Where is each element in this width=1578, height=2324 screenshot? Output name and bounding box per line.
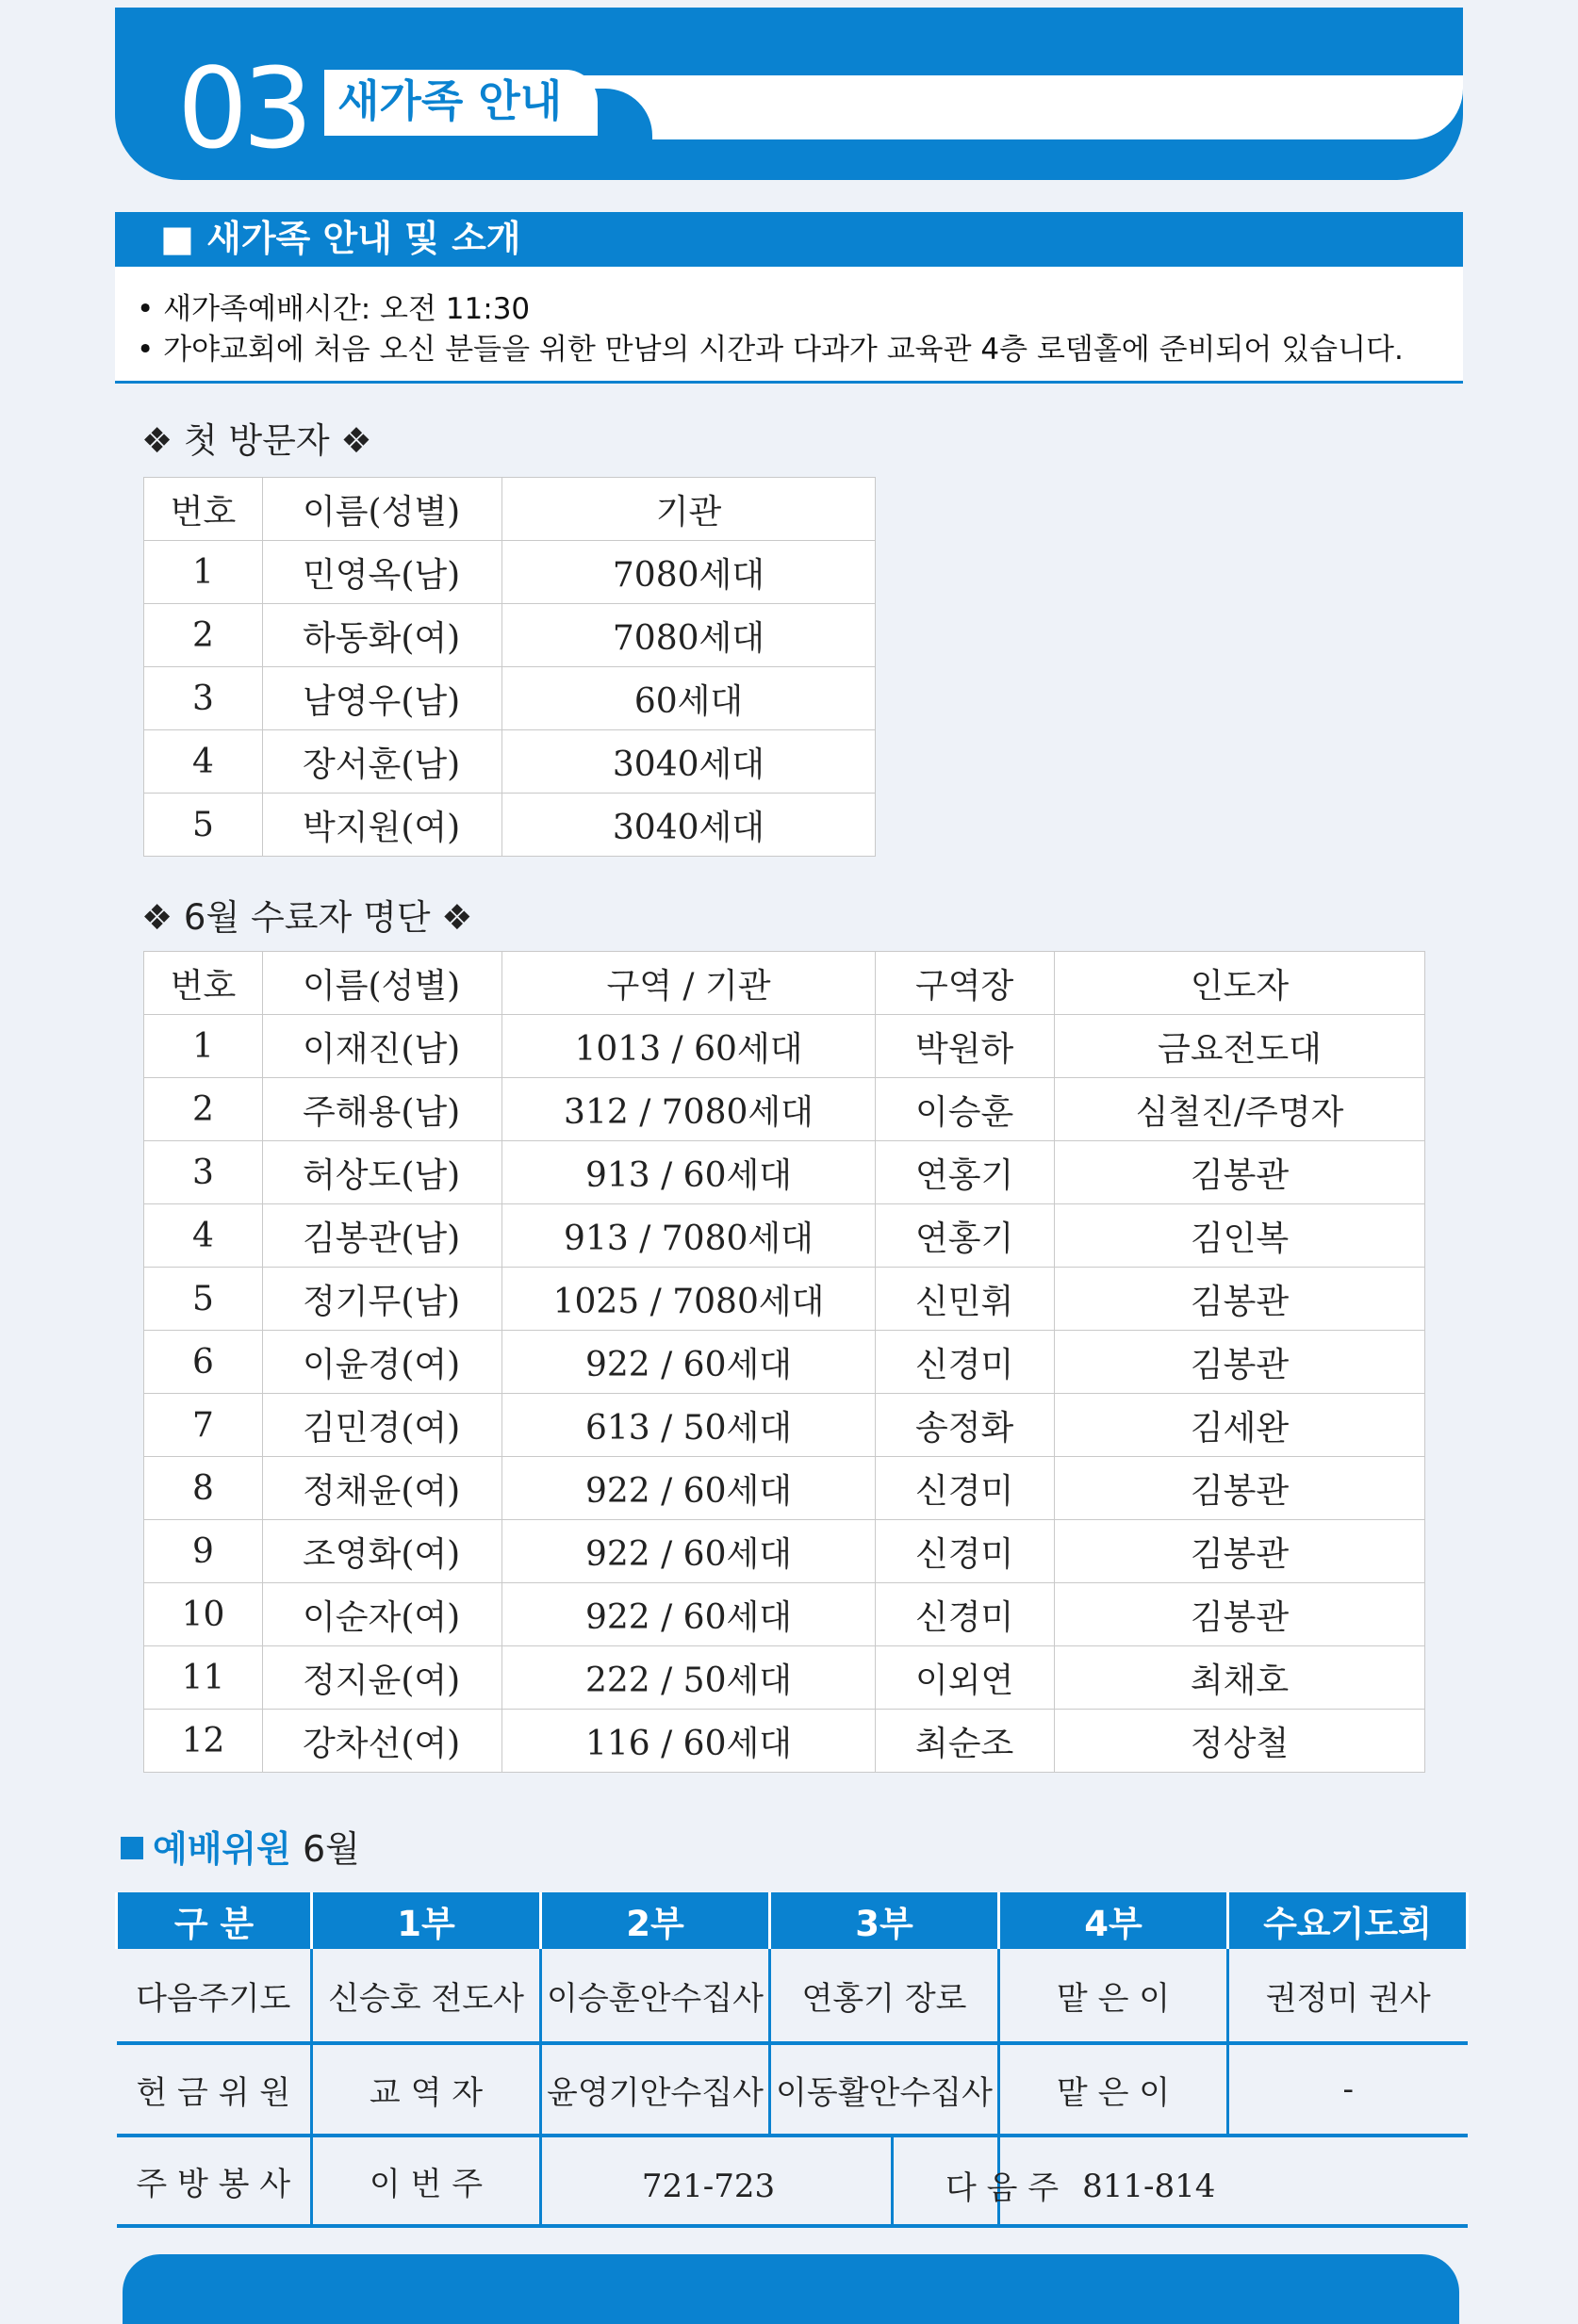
worship-cell: 신승호 전도사 — [312, 1949, 541, 2043]
worship-row-label: 다음주기도 — [117, 1949, 312, 2043]
table-row — [144, 1394, 1425, 1457]
worship-cell: - — [1228, 2043, 1468, 2136]
intro-line-time: • 새가족예배시간: 오전 11:30 — [137, 292, 531, 326]
kitchen-divider — [891, 2137, 894, 2224]
kitchen-next-week-label: 다 음 주 — [945, 2169, 1060, 2207]
table-row — [144, 1520, 1425, 1583]
table-cell: 신경미 — [876, 1331, 1055, 1394]
table-cell: 3 — [144, 667, 263, 730]
table-cell: 4 — [144, 730, 263, 794]
section-number: 03 — [177, 43, 308, 173]
worship-cell: 맡 은 이 — [999, 1949, 1228, 2043]
table-cell: 922 / 60세대 — [502, 1457, 876, 1520]
worship-cell: 권정미 권사 — [1228, 1949, 1468, 2043]
table-row — [144, 541, 876, 604]
table-cell: 이순자(여) — [263, 1583, 502, 1646]
table-cell: 박원하 — [876, 1015, 1055, 1078]
table-row — [144, 794, 876, 857]
graduates-header-row — [144, 952, 1425, 1015]
table-cell: 김봉관 — [1055, 1268, 1425, 1331]
table-cell: 7080세대 — [502, 604, 876, 667]
table-cell: 6 — [144, 1331, 263, 1394]
table-cell: 신경미 — [876, 1457, 1055, 1520]
kitchen-next-week-text: 811-814 — [1082, 2168, 1216, 2205]
worship-table — [115, 1892, 1469, 2228]
worship-cell: 윤영기안수집사 — [541, 2043, 770, 2136]
table-cell: 김봉관 — [1055, 1457, 1425, 1520]
table-cell: 최채호 — [1055, 1646, 1425, 1710]
table-cell: 913 / 7080세대 — [502, 1204, 876, 1268]
table-cell: 7080세대 — [502, 541, 876, 604]
kitchen-next-week-value — [999, 2136, 1468, 2226]
first_visitors-header-cell: 기관 — [502, 478, 876, 541]
table-cell: 정지윤(여) — [263, 1646, 502, 1710]
table-cell: 1013 / 60세대 — [502, 1015, 876, 1078]
table-row — [144, 1204, 1425, 1268]
table-row — [144, 1710, 1425, 1773]
table-cell: 이윤경(여) — [263, 1331, 502, 1394]
worship-col-division: 구 분 — [117, 1892, 312, 1949]
table-cell: 3 — [144, 1141, 263, 1204]
table-cell: 913 / 60세대 — [502, 1141, 876, 1204]
first_visitors-header-row — [144, 478, 876, 541]
worship-title: 예배위원 — [153, 1828, 291, 1870]
table-cell: 12 — [144, 1710, 263, 1773]
table-cell: 정채윤(여) — [263, 1457, 502, 1520]
table-cell: 이재진(남) — [263, 1015, 502, 1078]
worship-cell: 연홍기 장로 — [770, 1949, 999, 2043]
table-cell: 김세완 — [1055, 1394, 1425, 1457]
table-cell: 1025 / 7080세대 — [502, 1268, 876, 1331]
table-row — [144, 730, 876, 794]
graduates-header-cell: 구역장 — [876, 952, 1055, 1015]
first-visitors-heading: ❖ 첫 방문자 ❖ — [141, 420, 372, 461]
kitchen-label: 주 방 봉 사 — [117, 2136, 312, 2226]
table-cell: 김민경(여) — [263, 1394, 502, 1457]
table-cell: 922 / 60세대 — [502, 1331, 876, 1394]
table-cell: 5 — [144, 1268, 263, 1331]
table-cell: 김봉관 — [1055, 1520, 1425, 1583]
table-row — [144, 1457, 1425, 1520]
table-cell: 3040세대 — [502, 794, 876, 857]
table-cell: 신경미 — [876, 1583, 1055, 1646]
table-cell: 김봉관 — [1055, 1583, 1425, 1646]
worship-col-service1: 1부 — [312, 1892, 541, 1949]
table-row — [144, 1078, 1425, 1141]
table-row — [144, 667, 876, 730]
graduates-header-cell: 이름(성별) — [263, 952, 502, 1015]
table-cell: 허상도(남) — [263, 1141, 502, 1204]
table-cell: 116 / 60세대 — [502, 1710, 876, 1773]
footer-bar — [123, 2254, 1459, 2324]
worship-month: 6월 — [302, 1828, 360, 1870]
table-cell: 613 / 50세대 — [502, 1394, 876, 1457]
worship-row-label: 헌 금 위 원 — [117, 2043, 312, 2136]
worship-col-service2: 2부 — [541, 1892, 770, 1949]
kitchen-this-week-value — [541, 2136, 1060, 2226]
table-cell: 김봉관 — [1055, 1141, 1425, 1204]
square-bullet-icon — [121, 1837, 143, 1859]
table-cell: 5 — [144, 794, 263, 857]
table-row — [144, 1268, 1425, 1331]
table-row — [144, 604, 876, 667]
table-cell: 연홍기 — [876, 1204, 1055, 1268]
table-cell: 최순조 — [876, 1710, 1055, 1773]
table-cell: 9 — [144, 1520, 263, 1583]
graduates-header-cell: 번호 — [144, 952, 263, 1015]
table-cell: 심철진/주명자 — [1055, 1078, 1425, 1141]
worship-col-wednesday: 수요기도회 — [1228, 1892, 1468, 1949]
section-title: 새가족 안내 — [337, 75, 563, 126]
table-cell: 이승훈 — [876, 1078, 1055, 1141]
worship-cell: 이승훈안수집사 — [541, 1949, 770, 2043]
table-cell: 김봉관(남) — [263, 1204, 502, 1268]
kitchen-this-week-label: 이 번 주 — [312, 2136, 541, 2226]
table-cell: 연홍기 — [876, 1141, 1055, 1204]
worship-heading — [121, 1828, 360, 1872]
graduates-header-cell: 인도자 — [1055, 952, 1425, 1015]
table-cell: 2 — [144, 1078, 263, 1141]
banner-stripe-wide — [596, 89, 1463, 139]
table-cell: 312 / 7080세대 — [502, 1078, 876, 1141]
table-cell: 장서훈(남) — [263, 730, 502, 794]
worship-cell: 교 역 자 — [312, 2043, 541, 2136]
table-cell: 김봉관 — [1055, 1331, 1425, 1394]
intro-title: ■ 새가족 안내 및 소개 — [160, 218, 521, 259]
table-cell: 정상철 — [1055, 1710, 1425, 1773]
worship-cell: 맡 은 이 — [999, 2043, 1228, 2136]
table-cell: 이외연 — [876, 1646, 1055, 1710]
table-cell: 8 — [144, 1457, 263, 1520]
table-cell: 신민휘 — [876, 1268, 1055, 1331]
table-cell: 2 — [144, 604, 263, 667]
first-visitors-table — [143, 477, 876, 857]
table-cell: 신경미 — [876, 1520, 1055, 1583]
table-cell: 7 — [144, 1394, 263, 1457]
table-cell: 송정화 — [876, 1394, 1055, 1457]
first_visitors-header-cell: 번호 — [144, 478, 263, 541]
intro-line-welcome: • 가야교회에 처음 오신 분들을 위한 만남의 시간과 다과가 교육관 4층 로뎀홀에 준비되어 있습니다. — [137, 333, 1404, 367]
table-cell: 주해용(남) — [263, 1078, 502, 1141]
table-cell: 정기무(남) — [263, 1268, 502, 1331]
table-cell: 4 — [144, 1204, 263, 1268]
table-row — [144, 1583, 1425, 1646]
kitchen-this-week-text: 721-723 — [641, 2168, 776, 2205]
worship-col-service4: 4부 — [999, 1892, 1228, 1949]
table-cell: 11 — [144, 1646, 263, 1710]
table-cell: 금요전도대 — [1055, 1015, 1425, 1078]
table-cell: 민영옥(남) — [263, 541, 502, 604]
table-cell: 3040세대 — [502, 730, 876, 794]
table-cell: 남영우(남) — [263, 667, 502, 730]
table-cell: 60세대 — [502, 667, 876, 730]
graduates-table — [143, 951, 1425, 1773]
worship-col-service3: 3부 — [770, 1892, 999, 1949]
table-row — [144, 1141, 1425, 1204]
table-cell: 1 — [144, 541, 263, 604]
worship-cell: 이동활안수집사 — [770, 2043, 999, 2136]
table-cell: 김인복 — [1055, 1204, 1425, 1268]
graduates-header-cell: 구역 / 기관 — [502, 952, 876, 1015]
table-cell: 922 / 60세대 — [502, 1520, 876, 1583]
table-row — [144, 1015, 1425, 1078]
first_visitors-header-cell: 이름(성별) — [263, 478, 502, 541]
table-row — [144, 1646, 1425, 1710]
table-cell: 조영화(여) — [263, 1520, 502, 1583]
table-cell: 하동화(여) — [263, 604, 502, 667]
table-cell: 222 / 50세대 — [502, 1646, 876, 1710]
table-cell: 박지원(여) — [263, 794, 502, 857]
graduates-heading: ❖ 6월 수료자 명단 ❖ — [141, 897, 473, 938]
table-cell: 강차선(여) — [263, 1710, 502, 1773]
table-row — [144, 1331, 1425, 1394]
table-cell: 922 / 60세대 — [502, 1583, 876, 1646]
table-cell: 10 — [144, 1583, 263, 1646]
table-cell: 1 — [144, 1015, 263, 1078]
